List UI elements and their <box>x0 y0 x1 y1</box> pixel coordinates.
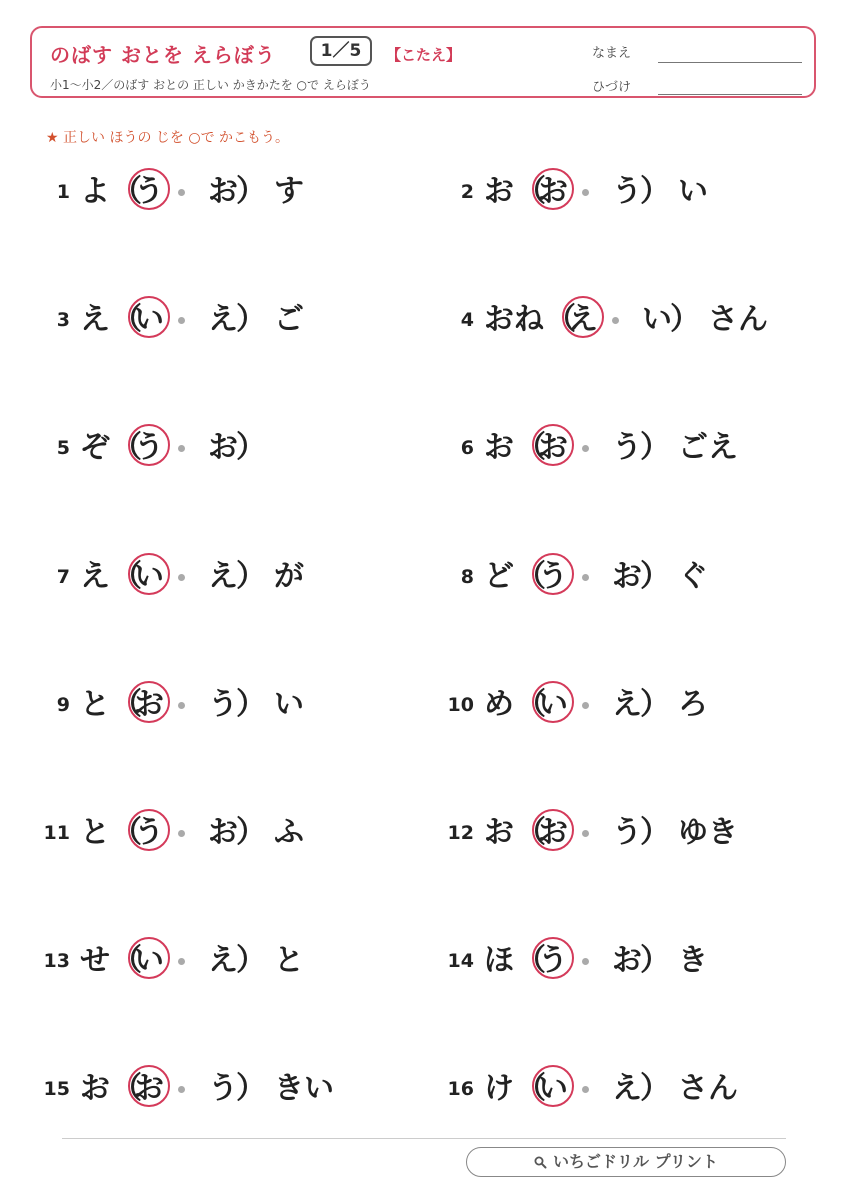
problem-item <box>444 681 844 731</box>
problem-item <box>444 424 844 474</box>
answer-tag: 【こたえ】 <box>386 46 462 64</box>
open-paren: （ <box>112 1071 142 1106</box>
word-prefix: せ <box>80 943 110 978</box>
open-paren: （ <box>516 1071 546 1106</box>
open-paren: （ <box>516 174 546 209</box>
close-paren: ） <box>236 1071 266 1106</box>
problem-item <box>40 809 440 859</box>
separator-dot <box>178 702 185 709</box>
answer-circle <box>128 681 170 723</box>
word-prefix: え <box>80 559 110 594</box>
answer-circle <box>128 424 170 466</box>
word-prefix: ぞ <box>80 430 110 465</box>
name-label: なまえ <box>592 46 632 61</box>
choice-a[interactable]: お <box>134 1071 164 1106</box>
answer-circle <box>128 553 170 595</box>
open-paren: （ <box>516 559 546 594</box>
answer-circle <box>532 809 574 851</box>
word-suffix: す <box>274 174 304 209</box>
brand-badge <box>466 1147 786 1177</box>
close-paren: ） <box>670 302 700 337</box>
problem-item <box>40 553 440 603</box>
close-paren: ） <box>640 559 670 594</box>
problem-number: 8 <box>460 566 474 588</box>
separator-dot <box>582 189 589 196</box>
problem-number: 13 <box>43 950 70 972</box>
close-paren: ） <box>236 559 266 594</box>
word-suffix: ろ <box>678 687 708 722</box>
close-paren: ） <box>640 1071 670 1106</box>
problem-number: 12 <box>447 822 474 844</box>
choice-b[interactable]: お <box>612 559 642 594</box>
separator-dot <box>582 445 589 452</box>
choice-a[interactable]: お <box>538 430 568 465</box>
choice-b[interactable]: え <box>208 302 238 337</box>
choice-a[interactable]: う <box>134 430 164 465</box>
answer-circle <box>128 937 170 979</box>
problem-number: 6 <box>460 437 474 459</box>
problem-item <box>40 168 440 218</box>
answer-circle <box>562 296 604 338</box>
problem-number: 2 <box>460 181 474 203</box>
problem-item <box>40 424 440 474</box>
word-suffix: ごえ <box>678 430 738 465</box>
word-suffix: ふ <box>274 815 304 850</box>
answer-circle <box>532 1065 574 1107</box>
problem-item <box>40 1065 440 1115</box>
close-paren: ） <box>236 943 266 978</box>
problem-number: 1 <box>56 181 70 203</box>
choice-b[interactable]: お <box>208 174 238 209</box>
name-field-line <box>658 62 802 63</box>
problem-number: 15 <box>43 1078 70 1100</box>
close-paren: ） <box>640 430 670 465</box>
date-field-line <box>658 94 802 95</box>
choice-b[interactable]: え <box>208 943 238 978</box>
close-paren: ） <box>236 687 266 722</box>
word-suffix: さん <box>708 302 768 337</box>
word-prefix: お <box>80 1071 110 1106</box>
choice-b[interactable]: う <box>208 1071 238 1106</box>
footer-divider <box>62 1138 786 1139</box>
answer-circle <box>532 424 574 466</box>
close-paren: ） <box>640 815 670 850</box>
word-prefix: け <box>484 1071 514 1106</box>
separator-dot <box>612 317 619 324</box>
problem-number: 16 <box>447 1078 474 1100</box>
separator-dot <box>582 574 589 581</box>
answer-circle <box>532 937 574 979</box>
answer-circle <box>128 1065 170 1107</box>
word-prefix: え <box>80 302 110 337</box>
choice-a[interactable]: お <box>538 815 568 850</box>
separator-dot <box>582 958 589 965</box>
choice-b[interactable]: お <box>208 430 238 465</box>
word-suffix: ぐ <box>678 559 708 594</box>
choice-a[interactable]: い <box>538 687 568 722</box>
close-paren: ） <box>236 302 266 337</box>
choice-b[interactable]: え <box>208 559 238 594</box>
open-paren: （ <box>112 815 142 850</box>
separator-dot <box>582 702 589 709</box>
answer-circle <box>128 809 170 851</box>
separator-dot <box>178 830 185 837</box>
open-paren: （ <box>546 302 576 337</box>
answer-circle <box>532 681 574 723</box>
close-paren: ） <box>640 687 670 722</box>
choice-b[interactable]: お <box>612 943 642 978</box>
word-prefix: め <box>484 687 514 722</box>
choice-b[interactable]: う <box>612 815 642 850</box>
choice-a[interactable]: お <box>538 174 568 209</box>
choice-b[interactable]: え <box>612 1071 642 1106</box>
word-suffix: い <box>678 174 708 209</box>
choice-a[interactable]: お <box>134 687 164 722</box>
search-icon <box>534 1156 547 1169</box>
answer-circle <box>128 168 170 210</box>
word-suffix: きい <box>274 1071 334 1106</box>
worksheet-title: のばす おとを えらぼう <box>50 43 276 67</box>
problem-number: 14 <box>447 950 474 972</box>
word-suffix: ご <box>274 302 304 337</box>
word-suffix: と <box>274 943 304 978</box>
choice-b[interactable]: お <box>208 815 238 850</box>
close-paren: ） <box>236 174 266 209</box>
problem-item <box>40 937 440 987</box>
separator-dot <box>178 958 185 965</box>
problem-number: 4 <box>460 309 474 331</box>
choice-b[interactable]: え <box>612 687 642 722</box>
open-paren: （ <box>112 687 142 722</box>
worksheet-header <box>30 26 816 98</box>
separator-dot <box>582 830 589 837</box>
separator-dot <box>582 1086 589 1093</box>
choice-b[interactable]: う <box>208 687 238 722</box>
word-prefix: と <box>80 815 110 850</box>
open-paren: （ <box>112 430 142 465</box>
close-paren: ） <box>640 943 670 978</box>
problem-item <box>444 809 844 859</box>
problem-number: 11 <box>43 822 70 844</box>
answer-circle <box>128 296 170 338</box>
choice-a[interactable]: う <box>134 815 164 850</box>
problem-item <box>40 681 440 731</box>
brand-text: いちごドリル プリント <box>553 1152 718 1171</box>
answer-circle <box>532 553 574 595</box>
answer-circle <box>532 168 574 210</box>
word-prefix: ど <box>484 559 514 594</box>
choice-a[interactable]: う <box>538 943 568 978</box>
problem-number: 3 <box>56 309 70 331</box>
problem-number: 7 <box>56 566 70 588</box>
date-label: ひづけ <box>592 80 632 95</box>
word-suffix: き <box>678 943 708 978</box>
open-paren: （ <box>112 302 142 337</box>
word-prefix: と <box>80 687 110 722</box>
open-paren: （ <box>516 687 546 722</box>
open-paren: （ <box>112 559 142 594</box>
problem-item <box>444 937 844 987</box>
problem-item <box>444 1065 844 1115</box>
word-suffix: い <box>274 687 304 722</box>
page-indicator: 1／5 <box>310 36 372 66</box>
separator-dot <box>178 189 185 196</box>
close-paren: ） <box>236 430 266 465</box>
choice-a[interactable]: い <box>134 559 164 594</box>
worksheet-subtitle: 小1～小2／のばす おとの 正しい かきかたを ○で えらぼう <box>50 78 371 92</box>
close-paren: ） <box>640 174 670 209</box>
open-paren: （ <box>516 815 546 850</box>
choice-a[interactable]: う <box>134 174 164 209</box>
word-suffix: が <box>274 559 304 594</box>
separator-dot <box>178 445 185 452</box>
open-paren: （ <box>516 430 546 465</box>
choice-b[interactable]: う <box>612 430 642 465</box>
open-paren: （ <box>112 943 142 978</box>
choice-a[interactable]: う <box>538 559 568 594</box>
choice-a[interactable]: え <box>568 302 598 337</box>
word-prefix: お <box>484 430 514 465</box>
word-suffix: さん <box>678 1071 738 1106</box>
problem-item <box>40 296 440 346</box>
choice-a[interactable]: い <box>538 1071 568 1106</box>
choice-b[interactable]: い <box>642 302 672 337</box>
problem-number: 10 <box>447 694 474 716</box>
separator-dot <box>178 317 185 324</box>
open-paren: （ <box>516 943 546 978</box>
open-paren: （ <box>112 174 142 209</box>
separator-dot <box>178 574 185 581</box>
word-prefix: よ <box>80 174 110 209</box>
choice-a[interactable]: い <box>134 302 164 337</box>
separator-dot <box>178 1086 185 1093</box>
close-paren: ） <box>236 815 266 850</box>
word-prefix: おね <box>484 302 544 337</box>
problem-item <box>444 553 844 603</box>
choice-b[interactable]: う <box>612 174 642 209</box>
word-prefix: お <box>484 815 514 850</box>
problem-number: 9 <box>56 694 70 716</box>
problem-item <box>444 168 844 218</box>
problem-number: 5 <box>56 437 70 459</box>
instruction-text: ★ 正しい ほうの じを ○で かこもう。 <box>46 130 290 146</box>
word-suffix: ゆき <box>678 815 738 850</box>
word-prefix: ほ <box>484 943 514 978</box>
problem-item <box>444 296 844 346</box>
word-prefix: お <box>484 174 514 209</box>
choice-a[interactable]: い <box>134 943 164 978</box>
